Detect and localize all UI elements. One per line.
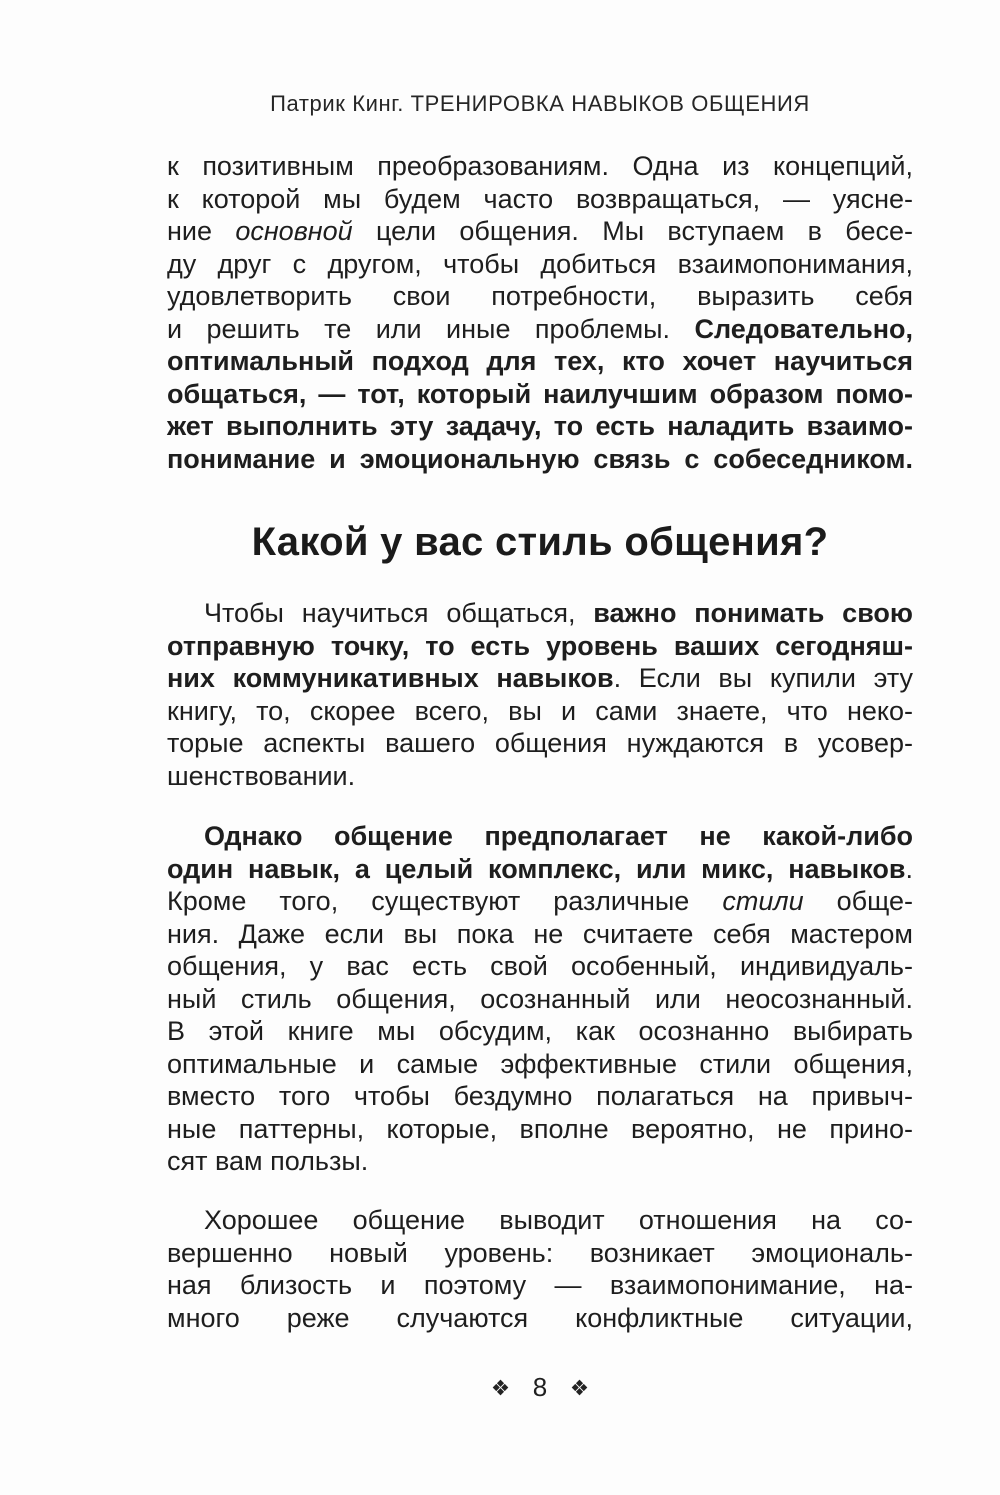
text-line: общаться, — тот, который наилучшим образом помо- xyxy=(167,378,913,409)
text-line: оптимальный подход для тех, кто хочет научиться xyxy=(167,346,913,376)
text-line: ду друг с другом, чтобы добиться взаимопонимания, xyxy=(167,248,913,279)
text-line: общения, у вас есть свой особенный, индивидуаль- xyxy=(167,951,913,981)
text-line: удовлетворить свои потребности, выразить себя xyxy=(167,281,913,311)
text-line: к которой мы будем часто возвращаться, — уясне- xyxy=(167,183,913,214)
para-good-communication xyxy=(167,1204,913,1334)
para-starting-point xyxy=(167,597,913,792)
text-line: ния. Даже если вы пока не считаете себя мастером xyxy=(167,918,913,949)
text-line: жет выполнить эту задачу, то есть наладить взаимо- xyxy=(167,411,913,441)
text-line: вершенно новый уровень: возникает эмоциональ- xyxy=(167,1237,913,1268)
text-line: ная близость и поэтому — взаимопонимание, на- xyxy=(167,1270,913,1300)
text-line: Однако общение предполагает не какой-либо xyxy=(204,821,913,851)
diamond-ornament-icon xyxy=(571,1379,588,1396)
text-line: сят вам пользы. xyxy=(167,1146,369,1176)
text-line: и решить те или иные проблемы. Следовательно, xyxy=(167,313,913,344)
text-line: один навык, а целый комплекс, или микс, навыков. xyxy=(167,853,913,884)
text-line: понимание и эмоциональную связь с собеседником. xyxy=(167,443,913,474)
text-line: шенствовании. xyxy=(167,760,356,791)
text-line: ние основной цели общения. Мы вступаем в бесе- xyxy=(167,216,913,246)
page-footer xyxy=(167,1372,913,1403)
text-line: ный стиль общения, осознанный или неосознанный. xyxy=(167,983,913,1014)
text-line: к позитивным преобразованиям. Одна из концепций, xyxy=(167,151,913,181)
text-line: ные паттерны, которые, вполне вероятно, не прино- xyxy=(167,1113,913,1144)
text-line: книгу, то, скорее всего, вы и сами знаете, что неко- xyxy=(167,695,913,726)
diamond-ornament-icon xyxy=(492,1379,509,1396)
text-line: много реже случаются конфликтные ситуации, xyxy=(167,1302,913,1333)
text-line: отправную точку, то есть уровень ваших сегодняш- xyxy=(167,630,913,661)
para-mix-of-skills xyxy=(167,820,913,1178)
content-flow xyxy=(167,0,913,1495)
text-line: Хорошее общение выводит отношения на со- xyxy=(204,1205,913,1235)
text-line: вместо того чтобы бездумно полагаться на привыч- xyxy=(167,1081,913,1111)
text-line: Кроме того, существуют различные стили обще- xyxy=(167,886,913,916)
text-line: Чтобы научиться общаться, важно понимать свою xyxy=(204,598,913,628)
text-line: них коммуникативных навыков. Если вы купили эту xyxy=(167,663,913,693)
page-number: 8 xyxy=(532,1372,548,1402)
section-heading: Какой у вас стиль общения? xyxy=(251,520,829,564)
para-continuation xyxy=(167,150,913,475)
text-line: В этой книге мы обсудим, как осознанно выбирать xyxy=(167,1016,913,1046)
running-header: Патрик Кинг. ТРЕНИРОВКА НАВЫКОВ ОБЩЕНИЯ xyxy=(270,91,810,116)
text-line: торые аспекты вашего общения нуждаются в усовер- xyxy=(167,728,913,758)
text-line: оптимальные и самые эффективные стили общения, xyxy=(167,1048,913,1079)
